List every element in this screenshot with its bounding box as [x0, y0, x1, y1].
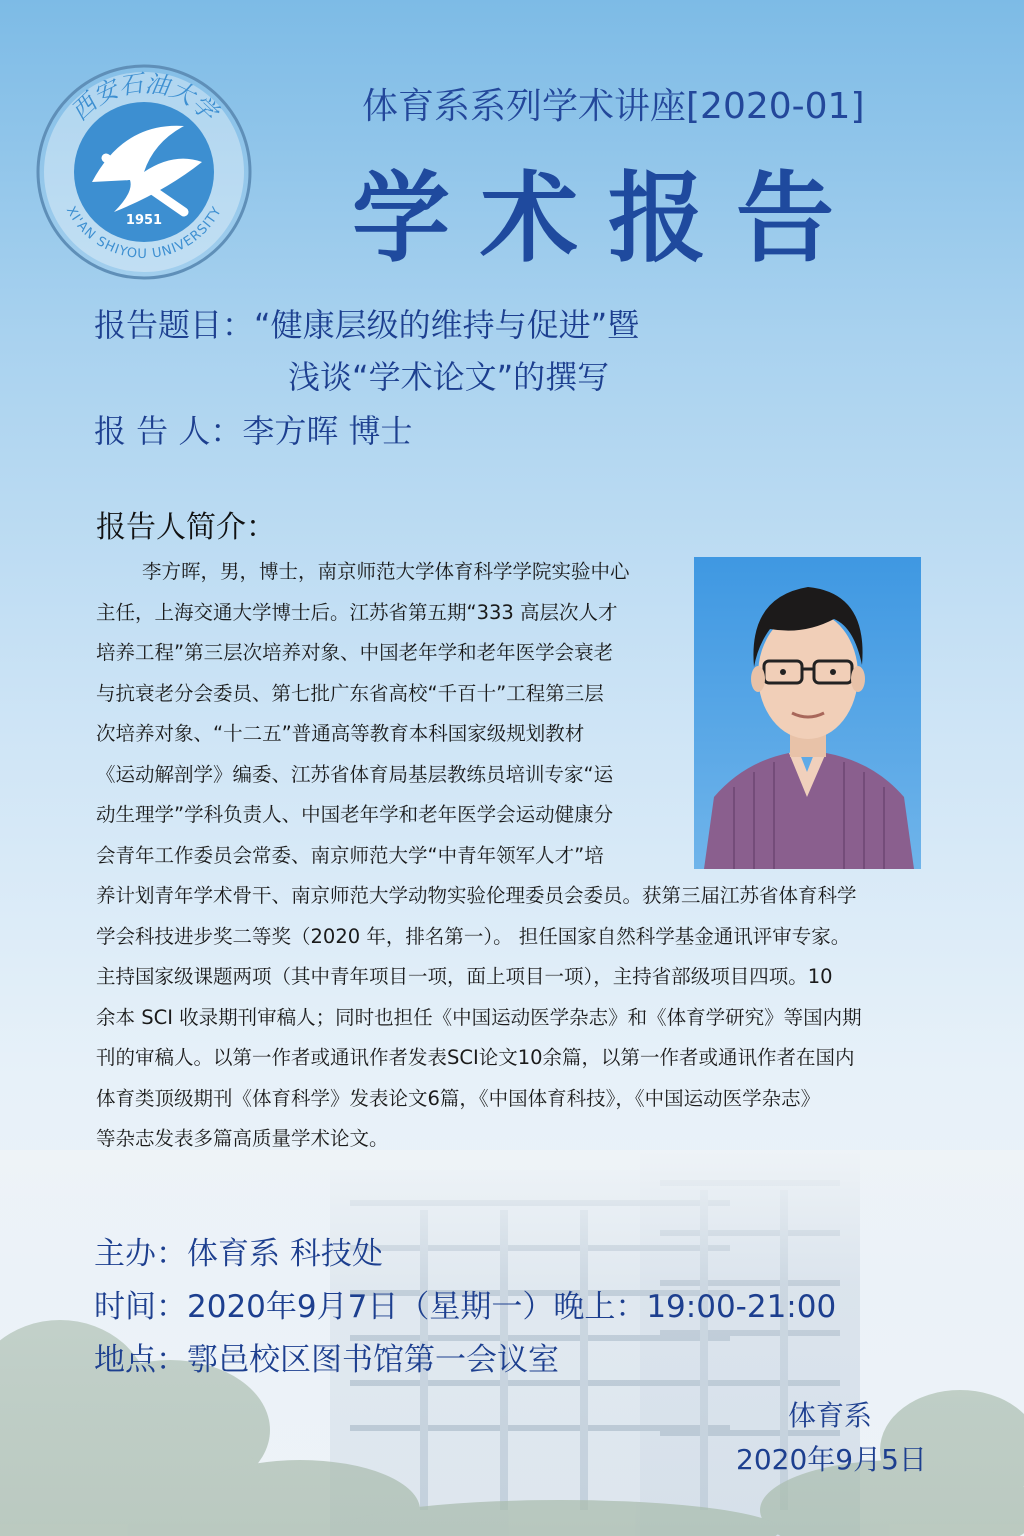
bio-line: 次培养对象、“十二五”普通高等教育本科国家级规划教材 [96, 722, 585, 745]
main-title: 学术报告 [352, 161, 865, 276]
bio-line: 余本 SCI 收录期刊审稿人；同时也担任《中国运动医学杂志》和《体育学研究》等国内期 [96, 1005, 862, 1029]
bio-line: 刊的审稿人。以第一作者或通讯作者发表SCI论文10余篇，以第一作者或通讯作者在国内 [96, 1046, 855, 1069]
bio-line: 主持国家级课题两项（其中青年项目一项，面上项目一项），主持省部级项目四项。10 [96, 965, 833, 988]
bio-line: 李方晖，男，博士，南京师范大学体育科学学院实验中心 [142, 560, 630, 583]
bio-line: 养计划青年学术骨干、南京师范大学动物实验伦理委员会委员。获第三届江苏省体育科学 [96, 884, 857, 907]
intro-heading: 报告人简介： [96, 510, 276, 545]
logo-year: 1951 [125, 213, 163, 228]
logo-en-text: XI'AN SHIYOU UNIVERSITY [62, 204, 226, 263]
university-logo [34, 62, 254, 282]
bio-line: 体育类顶级期刊《体育科学》发表论文6篇，《中国体育科技》，《中国运动医学杂志》 [96, 1086, 821, 1110]
place-line: 地点：鄠邑校区图书馆第一会议室 [94, 1342, 559, 1378]
organizer-line: 主办：体育系 科技处 [94, 1236, 383, 1272]
bio-line: 学会科技进步奖二等奖（2020 年，排名第一）。 担任国家自然科学基金通讯评审专家。 [96, 924, 851, 948]
university-seal-icon [34, 62, 254, 282]
topic-label: 报告题目： [94, 306, 255, 344]
series-title: 体育系系列学术讲座[2020-01] [362, 86, 865, 127]
bio-line: 与抗衰老分会委员、第七批广东省高校“千百十”工程第三层 [96, 681, 604, 705]
speaker-portrait-icon [694, 557, 921, 869]
signature-dept: 体育系 [788, 1399, 873, 1432]
bio-line: 会青年工作委员会常委、南京师范大学“中青年领军人才”培 [96, 843, 604, 867]
signature-date: 2020年9月5日 [736, 1443, 927, 1476]
bio-line: 主任，上海交通大学博士后。江苏省第五期“333 高层次人才 [96, 600, 618, 624]
logo-cn-text: 西安石油大学 [65, 69, 223, 127]
bio-line: 《运动解剖学》编委、江苏省体育局基层教练员培训专家“运 [96, 762, 614, 786]
bio-line: 动生理学”学科负责人、中国老年学和老年医学会运动健康分 [96, 803, 614, 826]
bio-line: 培养工程”第三层次培养对象、中国老年学和老年医学会衰老 [96, 641, 614, 664]
bio-line: 等杂志发表多篇高质量学术论文。 [96, 1127, 389, 1150]
speaker-photo [694, 557, 921, 869]
topic-line-1 [94, 300, 639, 346]
topic-title-1: “健康层级的维持与促进”暨 [254, 306, 640, 344]
speaker-label: 报 告 人： [94, 412, 243, 450]
time-line: 时间：2020年9月7日（星期一）晚上：19:00-21:00 [94, 1289, 837, 1325]
topic-title-2: 浅谈“学术论文”的撰写 [288, 358, 610, 396]
speaker-name: 李方晖 博士 [242, 412, 413, 450]
speaker-line [94, 406, 413, 452]
